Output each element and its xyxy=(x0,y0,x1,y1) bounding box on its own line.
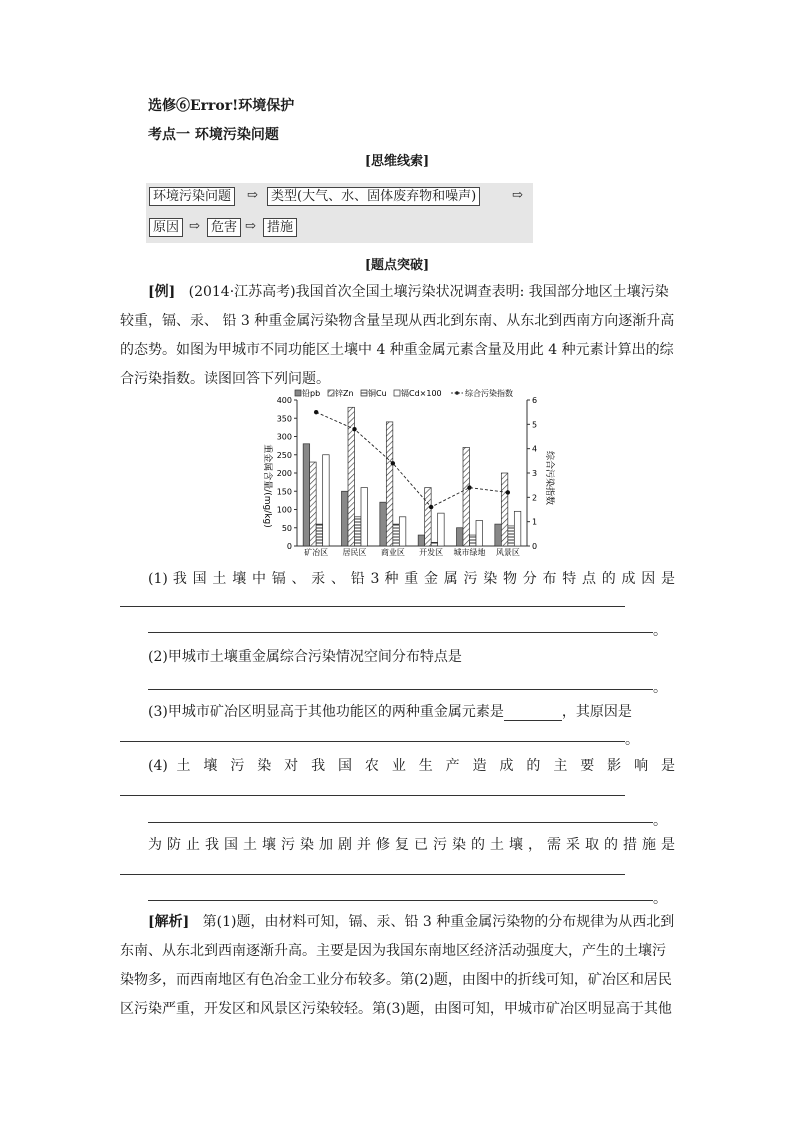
y-tick-label: 200 xyxy=(276,469,292,478)
y-tick-label: 250 xyxy=(276,450,292,460)
y-tick-label: 150 xyxy=(276,487,292,497)
analysis-paragraph xyxy=(120,908,675,1024)
y2-tick-label: 2 xyxy=(532,493,538,503)
question-3-text: (3)甲城市矿冶区明显高于其他功能区的两种重金属元素是 xyxy=(148,704,504,720)
answer-line[interactable] xyxy=(120,874,625,875)
analysis-text: 第(1)题，由材料可知，镉、汞、铅 3 种重金属污染物的分布规律为从西北到东南、从东北到西南逐渐升高。主要是因为我国东南地区经济活动强度大，产生的土壤污染物多，而西南地区有色冶金工业分布较多。第(2)题，由图中的折线可知，矿冶区和居民区污染严重，开发区和风景区污染较轻。第(3)题，由图可知，甲城市矿冶区明显高于其他 xyxy=(120,914,675,1017)
period: 。 xyxy=(625,732,639,748)
y-tick-label: 300 xyxy=(276,432,292,442)
kaodian-title: 考点一 环境污染问题 xyxy=(148,127,279,143)
y2-tick-label: 1 xyxy=(532,517,538,527)
x-tick-label: 开发区 xyxy=(419,548,444,557)
answer-line[interactable] xyxy=(148,689,653,690)
bar xyxy=(463,447,470,546)
period: 。 xyxy=(653,891,667,907)
legend-swatch xyxy=(328,390,334,396)
flow-box-types: 类型(大气、水、固体废弃物和噪声) xyxy=(267,187,480,206)
period: 。 xyxy=(653,623,667,639)
chart xyxy=(255,386,575,562)
analysis-lead: [解析] xyxy=(148,914,190,930)
bar xyxy=(310,462,317,546)
x-tick-label: 风景区 xyxy=(495,548,520,557)
line-point xyxy=(429,505,433,509)
legend-swatch xyxy=(394,390,400,396)
bar xyxy=(316,524,323,546)
bar xyxy=(431,542,438,546)
flow-box-measure: 措施 xyxy=(263,218,297,237)
bar xyxy=(303,444,310,546)
flow-arrow-icon: ⇨ xyxy=(247,188,258,203)
answer-line[interactable] xyxy=(120,606,625,607)
y-tick-label: 50 xyxy=(281,523,292,533)
x-tick-label: 商业区 xyxy=(380,548,405,557)
legend-label: 综合污染指数 xyxy=(465,389,513,398)
bar xyxy=(425,488,432,546)
answer-line[interactable] xyxy=(148,900,653,901)
y-tick-label: 0 xyxy=(286,542,292,551)
question-3-text-b: ，其原因是 xyxy=(561,704,632,720)
example-lead: [例] xyxy=(148,284,176,300)
y-tick-label: 400 xyxy=(276,396,292,405)
bar xyxy=(514,511,521,546)
bar xyxy=(418,535,425,546)
example-paragraph xyxy=(120,278,675,394)
question-2: (2)甲城市土壤重金属综合污染情况空间分布特点是 xyxy=(148,649,462,665)
legend-marker xyxy=(455,391,459,395)
line-point xyxy=(391,461,395,465)
legend-swatch xyxy=(361,390,367,396)
x-tick-label: 矿冶区 xyxy=(304,548,329,557)
bar xyxy=(393,524,400,546)
silu-heading: [思维线索] xyxy=(364,154,430,169)
question-3 xyxy=(148,701,632,721)
bar xyxy=(323,455,330,546)
answer-line[interactable] xyxy=(120,795,625,796)
flow-box-cause: 原因 xyxy=(149,218,183,237)
y2-tick-label: 3 xyxy=(532,469,538,478)
question-5: 为 防 止 我 国 土 壤 污 染 加 剧 并 修 复 已 污 染 的 土 壤 ， 需 采 取 的 措 施 是 xyxy=(148,837,675,853)
flow-arrow-icon: ⇨ xyxy=(245,219,256,234)
y-tick-label: 100 xyxy=(276,505,292,515)
answer-line[interactable] xyxy=(148,632,653,633)
x-tick-label: 城市绿地 xyxy=(453,548,486,557)
y2-tick-label: 5 xyxy=(532,420,538,430)
x-tick-label: 居民区 xyxy=(342,548,367,557)
chart-legend xyxy=(295,388,513,398)
legend-label: 锌Zn xyxy=(335,389,354,398)
bar xyxy=(470,535,477,546)
question-1: (1) 我 国 土 壤 中 镉 、 汞 、 铅 3 种 重 金 属 污 染 物 分 布 特 点 的 成 因 是 xyxy=(148,571,675,587)
y2-tick-label: 6 xyxy=(532,396,538,405)
flow-box-problem: 环境污染问题 xyxy=(149,187,235,206)
y2-tick-label: 0 xyxy=(532,542,538,551)
legend-swatch xyxy=(295,390,301,396)
flow-arrow-icon: ⇨ xyxy=(512,188,523,203)
example-source: (2014·江苏高考) xyxy=(188,284,296,300)
legend-label: 铅pb xyxy=(302,389,321,398)
tidian-heading: [题点突破] xyxy=(364,258,430,273)
y-tick-label: 350 xyxy=(276,414,292,424)
y-axis-label-right: 综合污染指数 xyxy=(544,450,554,506)
flow-box-harm: 危害 xyxy=(207,218,241,237)
y-axis-label-left: 重金属含量/(mg/kg) xyxy=(262,444,272,528)
answer-line[interactable] xyxy=(148,822,653,823)
bar xyxy=(476,520,483,546)
bar xyxy=(355,517,362,546)
question-4: (4) 土 壤 污 染 对 我 国 农 业 生 产 造 成 的 主 要 影 响 是 xyxy=(148,758,675,774)
line-point xyxy=(506,490,510,494)
flow-arrow-icon: ⇨ xyxy=(189,219,200,234)
bar xyxy=(399,517,406,546)
period: 。 xyxy=(653,813,667,829)
legend-label: 镉Cd×100 xyxy=(401,389,442,398)
bar xyxy=(508,526,515,546)
bar xyxy=(501,473,508,546)
answer-blank[interactable] xyxy=(504,706,562,721)
line-point xyxy=(352,427,356,431)
flow-diagram xyxy=(146,183,533,243)
bar xyxy=(361,488,368,546)
y2-tick-label: 4 xyxy=(532,444,538,454)
answer-line[interactable] xyxy=(120,741,625,742)
period: 。 xyxy=(653,680,667,696)
bar xyxy=(380,502,387,546)
section-title: 选修⑥Error!环境保护 xyxy=(148,98,295,114)
line-point xyxy=(467,485,471,489)
bar xyxy=(386,422,393,546)
legend-label: 铜Cu xyxy=(368,389,387,398)
line-point xyxy=(314,410,318,414)
bar xyxy=(438,513,445,546)
bar xyxy=(457,528,464,546)
example-text: 我国首次全国土壤污染状况调查表明: 我国部分地区土壤污染较重，镉、汞、 铅 3 种重金属污染物含量呈现从西北到东南、从东北到西南方向逐渐升高的态势。如图为甲城市不同功能区土壤中 4 种重金属元素含量及用此 4 种元素计算出的综合污染指数。读图回答下列问题。 xyxy=(120,284,675,387)
bar xyxy=(495,524,502,546)
bar xyxy=(342,491,349,546)
